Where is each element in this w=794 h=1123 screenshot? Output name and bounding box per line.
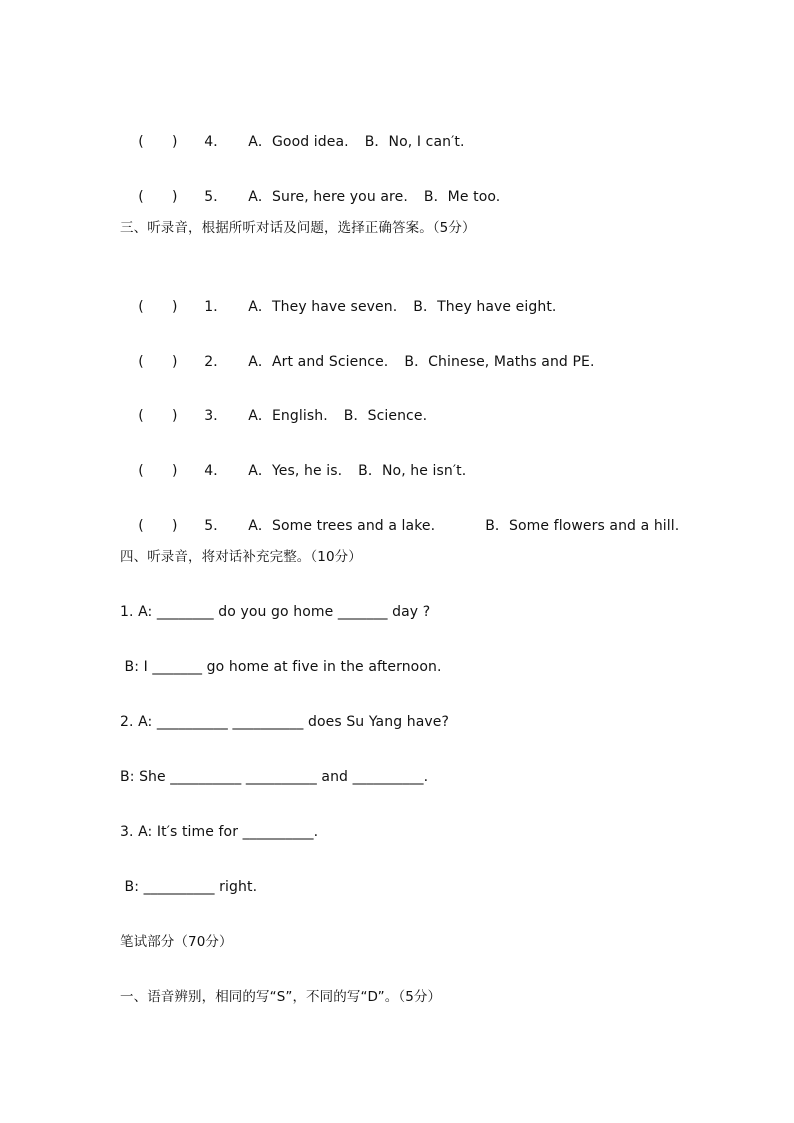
question-number: 3． — [204, 408, 228, 424]
answer-paren: ( ) — [138, 354, 178, 370]
question-row — [120, 380, 428, 424]
question-number: 4． — [204, 134, 228, 150]
answer-paren: ( ) — [138, 518, 178, 534]
dialogue-line: B: __________ right. — [120, 879, 258, 895]
option-a: A．Some trees and a lake. — [248, 518, 436, 534]
question-number: 4． — [204, 463, 228, 479]
question-row — [120, 271, 557, 315]
written-part-heading: 笔试部分（70分） — [120, 934, 233, 950]
question-row — [120, 490, 680, 534]
option-a: A．Art and Science. — [248, 354, 389, 370]
dialogue-line: B: She __________ __________ and __________. — [120, 769, 429, 785]
option-a: A．They have seven. — [248, 299, 398, 315]
option-a: A．Good idea. — [248, 134, 349, 150]
option-a: A．English. — [248, 408, 328, 424]
option-b: B．No, he isn′t. — [358, 463, 467, 479]
answer-paren: ( ) — [138, 134, 178, 150]
answer-paren: ( ) — [138, 408, 178, 424]
question-row — [120, 161, 501, 205]
section-four-heading: 四、听录音，将对话补充完整。（10分） — [120, 549, 362, 565]
dialogue-line: 3. A: It′s time for __________. — [120, 824, 319, 840]
option-b: B．Some flowers and a hill. — [485, 518, 680, 534]
question-number: 1． — [204, 299, 228, 315]
section-three-heading: 三、听录音，根据所听对话及问题，选择正确答案。（5分） — [120, 220, 476, 236]
question-row — [120, 435, 467, 479]
option-b: B．Chinese, Maths and PE. — [404, 354, 595, 370]
option-b: B．They have eight. — [413, 299, 557, 315]
question-number: 5． — [204, 518, 228, 534]
answer-paren: ( ) — [138, 299, 178, 315]
question-number: 5． — [204, 189, 228, 205]
answer-paren: ( ) — [138, 189, 178, 205]
dialogue-line: 2. A: __________ __________ does Su Yang have? — [120, 714, 450, 730]
option-a: A．Yes, he is. — [248, 463, 343, 479]
question-row — [120, 326, 595, 370]
option-a: A．Sure, here you are. — [248, 189, 408, 205]
option-b: B．Me too. — [423, 189, 501, 205]
option-b: B．No, I can′t. — [364, 134, 465, 150]
option-b: B．Science. — [343, 408, 428, 424]
answer-paren: ( ) — [138, 463, 178, 479]
question-number: 2． — [204, 354, 228, 370]
question-row — [120, 106, 465, 150]
dialogue-line: 1. A: ________ do you go home _______ day ? — [120, 604, 431, 620]
dialogue-line: B: I _______ go home at five in the afternoon. — [120, 659, 442, 675]
written-section-one-heading: 一、语音辨别，相同的写“S”，不同的写“D”。（5分） — [120, 989, 442, 1005]
